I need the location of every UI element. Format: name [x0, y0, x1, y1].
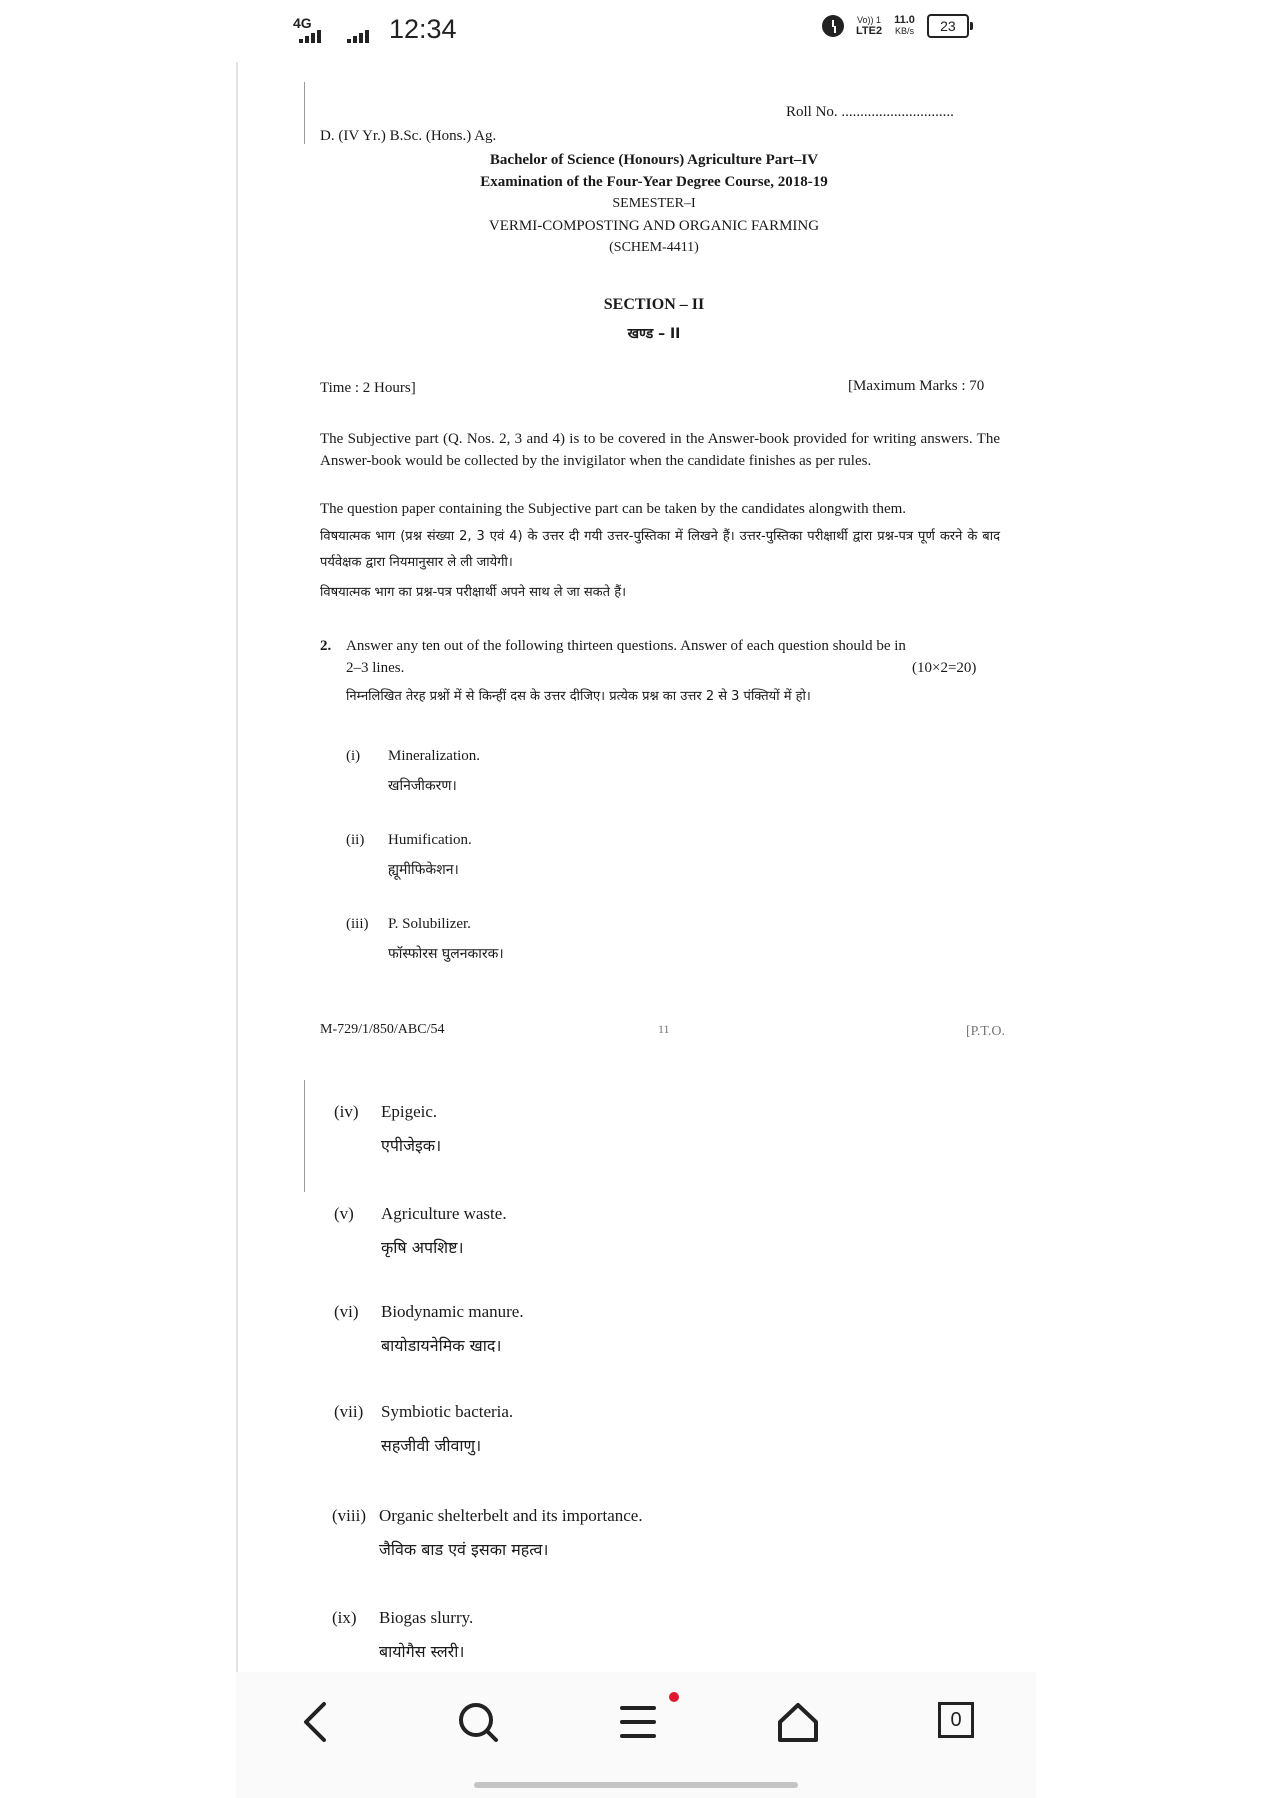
scan-mark: [304, 82, 305, 144]
item-text-hindi: खनिजीकरण।: [388, 778, 457, 794]
question-text-hindi: निम्नलिखित तेरह प्रश्नों में से किन्हीं दस के उत्तर दीजिए। प्रत्येक प्रश्न का उत्तर 2 से 3 पंक्तियों में हो।: [346, 689, 811, 704]
notification-dot: [669, 1692, 679, 1702]
question-marks: (10×2=20): [912, 660, 977, 676]
volte-label: Vo)) 1: [857, 15, 882, 25]
instruction-hindi-2: विषयात्मक भाग का प्रश्न-पत्र परीक्षार्थी अपने साथ ले जा सकते हैं।: [320, 585, 627, 600]
gesture-bar[interactable]: [474, 1782, 798, 1788]
search-button[interactable]: [448, 1692, 508, 1752]
instruction-question-paper: The question paper containing the Subjective part can be taken by the candidates alongwith them.: [320, 501, 907, 517]
item-number: (ix): [332, 1608, 357, 1627]
item-number: (v): [334, 1204, 354, 1223]
max-marks: [Maximum Marks : 70: [848, 378, 985, 394]
status-bar: [0, 0, 1272, 62]
lte-label: LTE2: [856, 25, 883, 37]
time-allowed: Time : 2 Hours]: [320, 380, 416, 396]
clock: 12:34: [389, 14, 457, 44]
tab-count: 0: [950, 1709, 962, 1731]
status-right: [822, 14, 969, 38]
subject-code: (SCHEM-4411): [609, 240, 699, 255]
speed-unit: KB/s: [894, 26, 914, 36]
network-speed: [894, 15, 915, 37]
paper-title-1: Bachelor of Science (Honours) Agriculture Part–IV: [489, 152, 819, 168]
item-number: (viii): [332, 1506, 366, 1525]
question-text-2: 2–3 lines.: [346, 660, 405, 676]
volte-indicator: [856, 15, 882, 37]
status-left: [293, 14, 457, 45]
page-number: 11: [658, 1022, 670, 1036]
home-icon: [768, 1692, 828, 1752]
item-text: Symbiotic bacteria.: [381, 1402, 514, 1421]
bottom-navigation-bar: [236, 1672, 1036, 1798]
page-margin: [236, 62, 238, 1672]
pto-label: [P.T.O.: [966, 1024, 1006, 1039]
item-text: P. Solubilizer.: [388, 916, 471, 932]
item-text-hindi: कृषि अपशिष्ट।: [381, 1238, 464, 1257]
tabs-button[interactable]: [928, 1692, 988, 1752]
search-icon: [448, 1692, 508, 1752]
signal-icon: [299, 30, 321, 43]
home-button[interactable]: [768, 1692, 828, 1752]
item-number: (iii): [346, 916, 369, 932]
item-number: (i): [346, 748, 361, 764]
item-text-hindi: एपीजेइक।: [381, 1136, 442, 1155]
network-indicator: [293, 15, 329, 45]
item-number: (vi): [334, 1302, 359, 1321]
document-image[interactable]: [236, 62, 1036, 1672]
menu-button[interactable]: [608, 1692, 668, 1752]
battery-icon: [927, 14, 969, 38]
section-title-hindi: खण्ड – II: [627, 326, 681, 342]
speed-value: 11.0: [894, 14, 915, 26]
item-text: Agriculture waste.: [381, 1204, 507, 1223]
alarm-icon: [822, 15, 844, 37]
question-number: 2.: [320, 638, 332, 654]
menu-icon: [608, 1692, 668, 1752]
item-text-hindi: बायोडायनेमिक खाद।: [381, 1336, 502, 1355]
question-text: Answer any ten out of the following thirteen questions. Answer of each question should be in: [346, 638, 906, 654]
semester: SEMESTER–I: [612, 196, 696, 211]
item-number: (iv): [334, 1102, 359, 1121]
instruction-hindi-1: विषयात्मक भाग (प्रश्न संख्या 2, 3 एवं 4) के उत्तर दी गयी उत्तर-पुस्तिका में लिखने हैं। उत्तर-पुस्तिका परीक्षार्थी द्वारा प्रश्न-पत्र पूर्ण करने के बाद पर्यवेक्षक द्वारा नियमानुसार ले ली जायेगी।: [320, 529, 1000, 570]
item-number: (ii): [346, 832, 365, 848]
paper-code: M-729/1/850/ABC/54: [320, 1022, 445, 1037]
item-text: Humification.: [388, 832, 472, 848]
signal-strength-icon: [347, 15, 375, 45]
item-number: (vii): [334, 1402, 364, 1421]
item-text: Mineralization.: [388, 748, 481, 764]
paper-title-2: Examination of the Four-Year Degree Course, 2018-19: [480, 174, 828, 190]
item-text: Biodynamic manure.: [381, 1302, 524, 1321]
roll-no: Roll No. ..............................: [786, 104, 954, 120]
scan-mark: [304, 1080, 305, 1192]
item-text: Epigeic.: [381, 1102, 438, 1121]
item-text-hindi: जैविक बाड एवं इसका महत्व।: [379, 1540, 549, 1559]
item-text-hindi: बायोगैस स्लरी।: [379, 1642, 465, 1661]
item-text-hindi: ह्यूमीफिकेशन।: [388, 862, 459, 878]
network-label: 4G: [293, 14, 312, 31]
back-arrow-icon: [288, 1692, 348, 1752]
section-title: SECTION – II: [603, 296, 705, 313]
item-text: Biogas slurry.: [379, 1608, 474, 1627]
back-button[interactable]: [288, 1692, 348, 1752]
instruction-subjective: The Subjective part (Q. Nos. 2, 3 and 4) is to be covered in the Answer-book provided for writing answers. The Answer-book would be collected by the invigilator when the candidate finishes as per rules.: [320, 431, 1000, 469]
battery-level: 23: [940, 18, 956, 34]
subject: VERMI-COMPOSTING AND ORGANIC FARMING: [488, 218, 820, 234]
tabs-icon: [938, 1702, 974, 1738]
item-text: Organic shelterbelt and its importance.: [379, 1506, 643, 1525]
item-text-hindi: फॉस्फोरस घुलनकारक।: [388, 946, 504, 962]
item-text-hindi: सहजीवी जीवाणु।: [381, 1436, 482, 1455]
course-code: D. (IV Yr.) B.Sc. (Hons.) Ag.: [320, 128, 497, 144]
